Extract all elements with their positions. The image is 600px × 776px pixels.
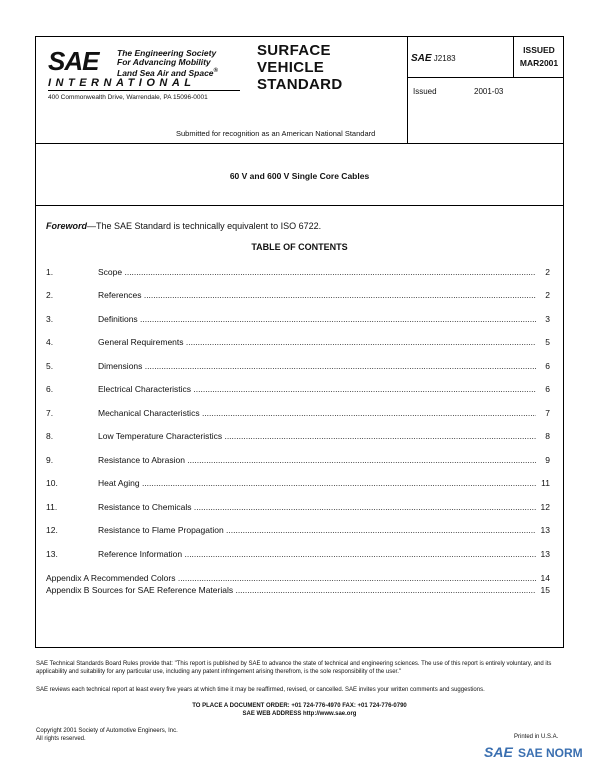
- doc-number: J2183: [433, 54, 456, 63]
- toc-row[interactable]: [46, 478, 550, 490]
- toc-title: Definitions .....: [98, 314, 536, 324]
- toc-number: 8.: [46, 431, 54, 441]
- toc-number: 7.: [46, 408, 54, 418]
- toc-title: Resistance to Chemicals .....: [98, 502, 536, 512]
- appendix-row[interactable]: [46, 585, 550, 596]
- toc-page: 5: [545, 337, 550, 347]
- toc-page: 13: [540, 549, 550, 559]
- toc-row[interactable]: [46, 408, 550, 420]
- sae-mark: SAE: [411, 53, 432, 64]
- toc-row[interactable]: [46, 431, 550, 443]
- issued-label: ISSUED: [523, 45, 555, 55]
- footer-para-1: SAE Technical Standards Board Rules provide that: "This report is published by SAE to advance the state of technical and engineering sciences. The use of this report is entirely voluntary, and its applicability and suitability for any particular use, including any patent infringement arising therefrom, is the sole responsibility of the user.": [36, 661, 552, 675]
- toc-number: 10.: [46, 478, 58, 488]
- toc-title: Scope .....: [98, 267, 536, 277]
- doc-type: [257, 42, 342, 93]
- document-title: 60 V and 600 V Single Core Cables: [229, 171, 370, 181]
- toc-row[interactable]: [46, 502, 550, 514]
- toc-title: Heat Aging .....: [98, 478, 536, 488]
- tagline-line-1: The Engineering Society: [117, 48, 217, 58]
- toc-number: 4.: [46, 337, 54, 347]
- appendix-page: 15: [540, 585, 550, 595]
- foreword-text: —The SAE Standard is technically equivalent to ISO 6722.: [87, 221, 322, 231]
- toc-row[interactable]: [46, 361, 550, 373]
- submitted-note: Submitted for recognition as an American National Standard: [176, 129, 376, 138]
- toc-row[interactable]: [46, 337, 550, 349]
- toc-page: 2: [545, 267, 550, 277]
- appendix-page: 14: [540, 573, 550, 583]
- international-label: INTERNATIONAL: [48, 77, 196, 89]
- toc-title: Reference Information .....: [98, 549, 536, 559]
- toc-row[interactable]: [46, 290, 550, 302]
- toc-number: 5.: [46, 361, 54, 371]
- address: 400 Commonwealth Drive, Warrendale, PA 15096-0001: [48, 94, 208, 101]
- toc-page: 13: [540, 525, 550, 535]
- toc-title: Mechanical Characteristics .....: [98, 408, 536, 418]
- registered-mark: ®: [213, 68, 218, 74]
- appendix-row[interactable]: [46, 573, 550, 584]
- toc-row[interactable]: [46, 267, 550, 279]
- foreword-label: Foreword: [46, 221, 88, 231]
- issued-date: 2001-03: [474, 87, 504, 96]
- toc-page: 6: [545, 361, 550, 371]
- copyright: Copyright 2001 Society of Automotive Engineers, Inc.: [36, 728, 178, 734]
- header-divider: [35, 143, 564, 144]
- sae-logo-text: SAE: [48, 46, 99, 76]
- toc-title: Resistance to Abrasion .....: [98, 455, 536, 465]
- header-issued-divider: [407, 77, 564, 78]
- toc-page: 8: [545, 431, 550, 441]
- doc-type-line-1: SURFACE: [257, 42, 331, 59]
- toc-title: General Requirements .....: [98, 337, 536, 347]
- footer-para-2: SAE reviews each technical report at least every five years at which time it may be reaffirmed, revised, or cancelled. SAE invites your written comments and suggestions.: [36, 687, 485, 693]
- issued-box: [514, 44, 564, 70]
- issued-code: MAR2001: [519, 58, 559, 68]
- watermark-logo: SAE: [484, 744, 513, 760]
- order-line: TO PLACE A DOCUMENT ORDER: +01 724-776-4970 FAX: +01 724-776-0790: [192, 703, 407, 709]
- toc-page: 3: [545, 314, 550, 324]
- toc-page: 7: [545, 408, 550, 418]
- issued-text: Issued: [413, 87, 437, 96]
- logo-underline: [48, 90, 240, 91]
- toc-page: 12: [540, 502, 550, 512]
- toc-number: 6.: [46, 384, 54, 394]
- toc-title: Electrical Characteristics .....: [98, 384, 536, 394]
- title-divider: [35, 205, 564, 206]
- toc-number: 1.: [46, 267, 54, 277]
- toc-number: 9.: [46, 455, 54, 465]
- toc-title: Dimensions .....: [98, 361, 536, 371]
- sae-logo: [48, 48, 98, 74]
- doc-type-line-2: VEHICLE: [257, 59, 325, 76]
- toc-number: 11.: [46, 502, 58, 512]
- toc-number: 3.: [46, 314, 54, 324]
- toc-row[interactable]: [46, 525, 550, 537]
- foreword: [46, 221, 321, 231]
- toc-page: 9: [545, 455, 550, 465]
- toc-number: 12.: [46, 525, 58, 535]
- toc-page: 2: [545, 290, 550, 300]
- toc-page: 11: [541, 478, 550, 488]
- all-rights: All rights reserved.: [36, 736, 86, 742]
- printed-in: Printed in U.S.A.: [514, 734, 559, 740]
- toc-row[interactable]: [46, 549, 550, 561]
- toc-number: 13.: [46, 549, 58, 559]
- appendix-title: Appendix B Sources for SAE Reference Materials .....: [46, 585, 536, 595]
- toc-row[interactable]: [46, 455, 550, 467]
- web-address: SAE WEB ADDRESS http://www.sae.org: [242, 711, 357, 717]
- toc-row[interactable]: [46, 314, 550, 326]
- watermark-text: SAE NORM: [518, 746, 583, 760]
- toc-heading: TABLE OF CONTENTS: [251, 242, 348, 252]
- toc-title: Low Temperature Characteristics .....: [98, 431, 536, 441]
- tagline-line-2: For Advancing Mobility: [117, 57, 211, 67]
- sae-tagline: [117, 49, 218, 78]
- toc-number: 2.: [46, 290, 54, 300]
- doc-number-block: [411, 53, 456, 64]
- doc-type-line-3: STANDARD: [257, 76, 343, 93]
- appendix-title: Appendix A Recommended Colors .....: [46, 573, 536, 583]
- toc-page: 6: [545, 384, 550, 394]
- toc-title: References .....: [98, 290, 536, 300]
- header-col-divider-1: [407, 36, 408, 143]
- toc-row[interactable]: [46, 384, 550, 396]
- tagline-line-3: Land Sea Air and Space: [117, 67, 214, 78]
- toc-title: Resistance to Flame Propagation .....: [98, 525, 536, 535]
